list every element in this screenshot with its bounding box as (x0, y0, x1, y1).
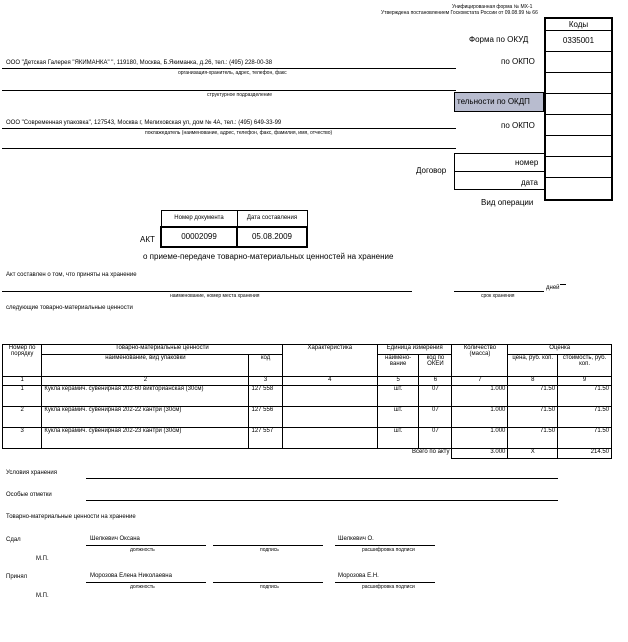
row-cost: 71.50 (558, 428, 612, 449)
dept-caption: структурное подразделение (207, 92, 273, 98)
col-num-4: 4 (282, 377, 377, 386)
received-position: Морозова Елена Николаевна (90, 573, 172, 579)
row-unit: шт. (377, 386, 418, 407)
received-position-caption: должность (130, 584, 155, 590)
th-num: Номер по порядку (3, 345, 42, 377)
operation-label: Вид операции (481, 198, 534, 207)
codes-title: Коды (546, 19, 611, 31)
act-subtitle: о приеме-передаче товарно-материальных ценностей на хранение (143, 252, 394, 261)
col-num-5: 5 (377, 377, 418, 386)
total-cost: 214.50 (558, 449, 612, 459)
contract-date-code (546, 157, 611, 178)
row-okei: 07 (419, 386, 452, 407)
row-unit: шт. (377, 407, 418, 428)
col-num-9: 9 (558, 377, 612, 386)
row-unit: шт. (377, 428, 418, 449)
row-name: Кукла керамич. сувенирная 202-22 кантри (30см) (42, 407, 249, 428)
okdp-label: тельности по ОКДП (454, 92, 544, 112)
total-qty: 3.000 (452, 449, 508, 459)
act-label: АКТ (140, 235, 155, 244)
contract-number-code (546, 136, 611, 157)
row-name: Кукла керамич. сувенирная 202-23 кантри (30см) (42, 428, 249, 449)
org-depositor: ООО "Современная упаковка", 127543, Москва г, Мелиховская ул, дом № 4А, тел.: (495) 649-33-99 (6, 120, 282, 126)
th-okei: код по ОКЕИ (419, 355, 452, 377)
col-num-3: 3 (249, 377, 282, 386)
row-char (282, 407, 377, 428)
okpo1-code (546, 52, 611, 73)
items-table (2, 344, 612, 459)
received-decode: Морозова Е.Н. (338, 573, 379, 579)
row-cost: 71.50 (558, 407, 612, 428)
th-unit-name: наимено-вание (377, 355, 418, 377)
row-price: 71.50 (508, 386, 558, 407)
accepted-line: Товарно-материальные ценности на хранение (6, 514, 136, 520)
row-num: 1 (3, 386, 42, 407)
received-signature-caption: подпись (260, 584, 279, 590)
row-price: 71.50 (508, 428, 558, 449)
contract-label: Договор (416, 166, 447, 175)
row-qty: 1.000 (452, 428, 508, 449)
okpo1-label: по ОКПО (501, 57, 535, 66)
received-label: Принял (6, 574, 28, 580)
row-num: 3 (3, 428, 42, 449)
th-qty: Количество (масса) (452, 345, 508, 377)
th-name: наименование, вид упаковки (42, 355, 249, 377)
form-title-line2: Утверждена постановлением Госкомстата России от 09.08.99 № 66 (381, 10, 538, 16)
received-decode-caption: расшифровка подписи (362, 584, 415, 590)
col-num-2: 2 (42, 377, 249, 386)
okud-code: 0335001 (546, 31, 611, 52)
row-cost: 71.50 (558, 386, 612, 407)
special-label: Особые отметки (6, 492, 52, 498)
handed-decode: Шелкевич О. (338, 536, 374, 542)
act-number: 00002099 (161, 227, 237, 247)
days-label: дней (546, 285, 560, 291)
th-char: Характеристика (282, 345, 377, 377)
okud-label: Форма по ОКУД (469, 35, 529, 44)
form-title-line1: Унифицированная форма № МХ-1 (452, 4, 533, 10)
col-num-8: 8 (508, 377, 558, 386)
term-caption: срок хранения (481, 293, 515, 299)
act-number-header: Номер документа (161, 211, 237, 227)
row-okei: 07 (419, 428, 452, 449)
org-depositor-caption: поклажедатель (наименование, адрес, телефон, факс, фамилия, имя, отчество) (145, 130, 333, 136)
okpo2-label: по ОКПО (501, 121, 535, 130)
th-unit: Единица измерения (377, 345, 452, 355)
okpo2-extra (546, 115, 611, 136)
storage-caption: наименование, номер места хранения (170, 293, 260, 299)
handed-decode-caption: расшифровка подписи (362, 547, 415, 553)
org-keeper: ООО "Детская Галерея "ЯКИМАНКА" ", 119180, Москва, Б.Якиманка, д.26, тел.: (495) 228-00-38 (6, 60, 273, 66)
th-values: Товарно-материальные ценности (42, 345, 282, 355)
drawn-up-text: Акт составлен о том, что приняты на хранение (6, 272, 137, 278)
row-code: 127 557 (249, 428, 282, 449)
handed-position-caption: должность (130, 547, 155, 553)
mp-2: М.П. (36, 593, 49, 599)
okpo2-code (546, 94, 611, 115)
col-num-1: 1 (3, 377, 42, 386)
th-price: цена, руб. коп. (508, 355, 558, 377)
table-row (3, 428, 612, 449)
th-code: код (249, 355, 282, 377)
row-char (282, 386, 377, 407)
row-char (282, 428, 377, 449)
contract-date-label: дата (521, 178, 538, 187)
handed-position: Шелкевич Оксана (90, 536, 140, 542)
mp-1: М.П. (36, 556, 49, 562)
row-qty: 1.000 (452, 407, 508, 428)
following-text: следующие товарно-материальные ценности (6, 305, 133, 311)
handed-label: Сдал (6, 537, 21, 543)
row-price: 71.50 (508, 407, 558, 428)
th-cost: стоимость, руб. коп. (558, 355, 612, 377)
codes-box (544, 17, 613, 201)
th-eval: Оценка (508, 345, 612, 355)
table-row (3, 407, 612, 428)
operation-code (546, 178, 611, 199)
act-date: 05.08.2009 (237, 227, 307, 247)
act-number-table (160, 210, 308, 248)
org-keeper-caption: организация-хранитель, адрес, телефон, факс (178, 70, 287, 76)
row-code: 127 558 (249, 386, 282, 407)
col-num-7: 7 (452, 377, 508, 386)
row-num: 2 (3, 407, 42, 428)
total-label: Всего по акту (411, 449, 450, 455)
handed-signature-caption: подпись (260, 547, 279, 553)
table-row (3, 386, 612, 407)
okdp-code (546, 73, 611, 94)
row-okei: 07 (419, 407, 452, 428)
row-name: Кукла керамич. сувенирная 202-60 викторианская (30см) (42, 386, 249, 407)
act-date-header: Дата составления (237, 211, 307, 227)
row-qty: 1.000 (452, 386, 508, 407)
col-num-6: 6 (419, 377, 452, 386)
total-price: X (508, 449, 558, 459)
conditions-label: Условия хранения (6, 470, 58, 476)
row-code: 127 556 (249, 407, 282, 428)
contract-number-label: номер (515, 158, 539, 167)
